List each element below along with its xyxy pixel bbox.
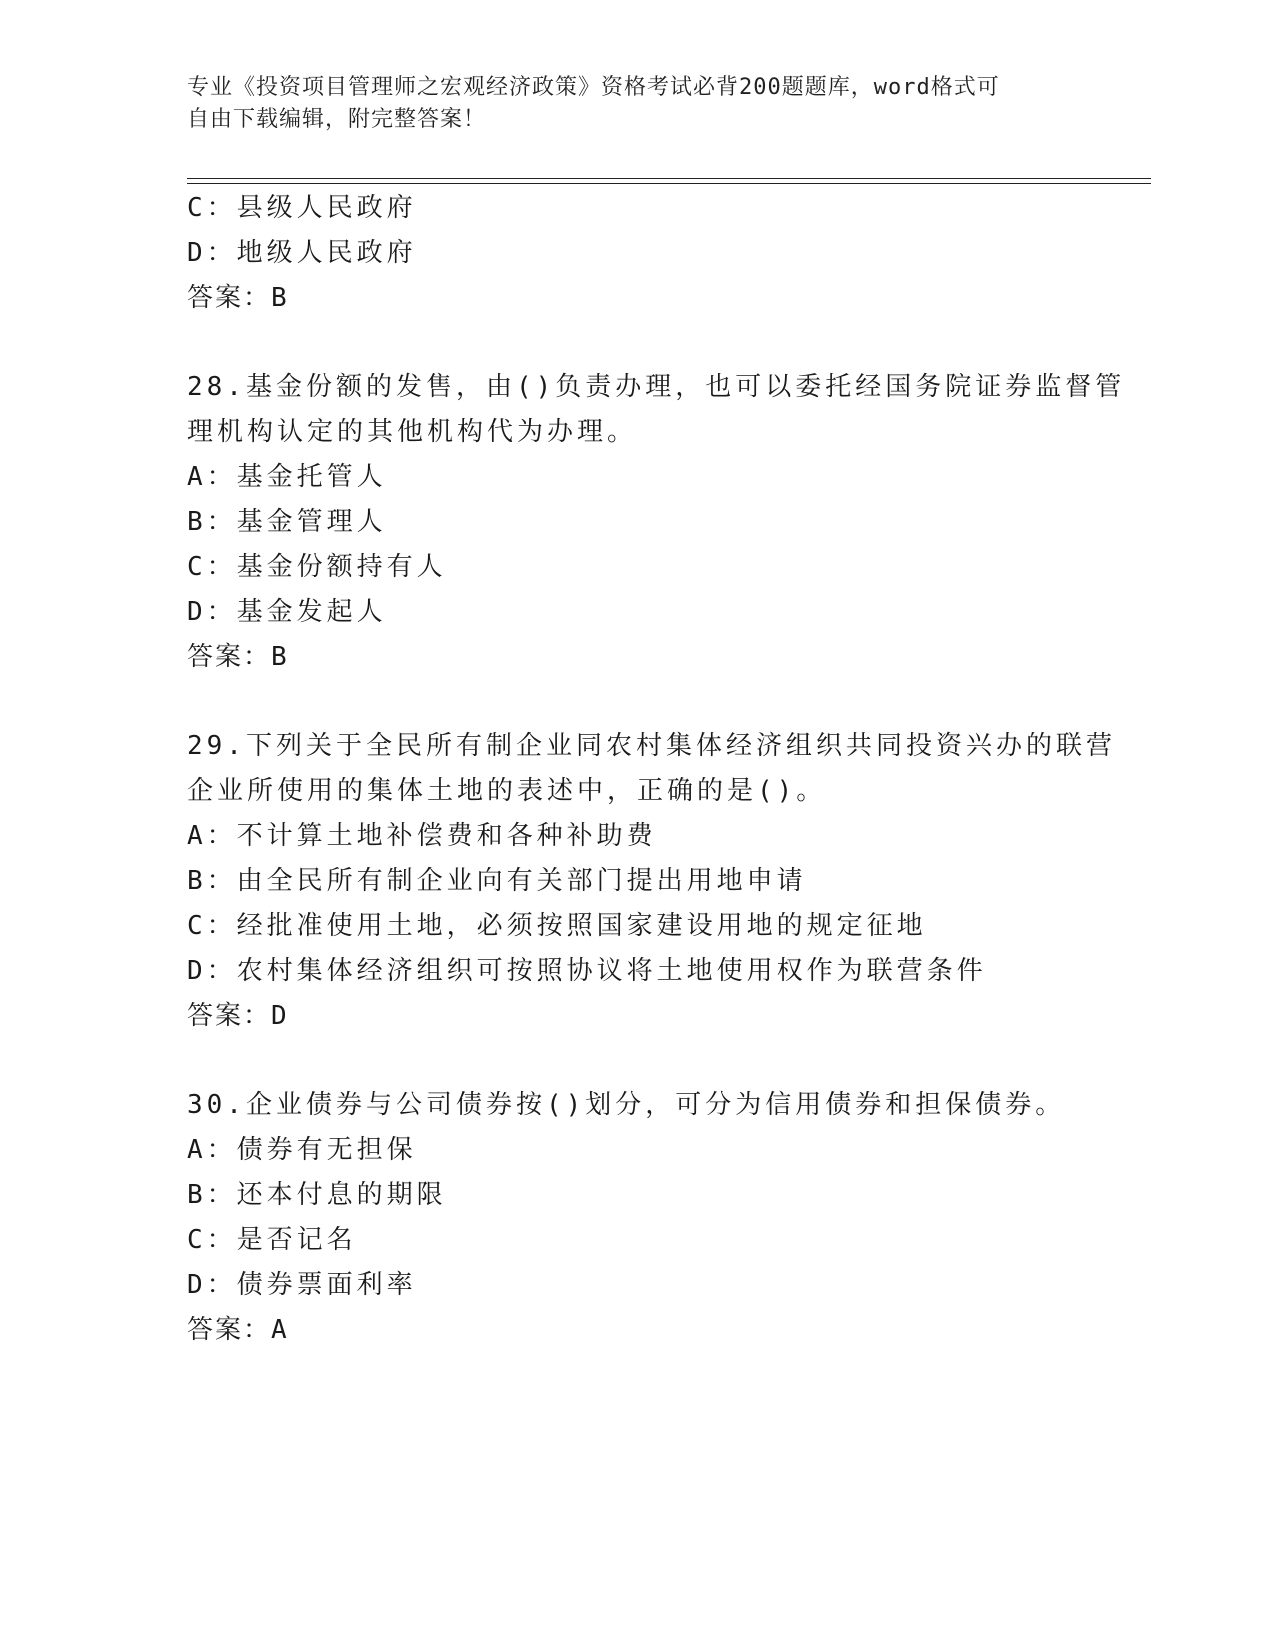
q28-option-c: C：基金份额持有人 (187, 552, 447, 582)
document-header (187, 72, 1087, 136)
q30-option-d: D：债券票面利率 (187, 1270, 417, 1300)
q29-stem-line-2: 企业所使用的集体土地的表述中，正确的是()。 (187, 776, 827, 806)
q28-stem-line-2: 理机构认定的其他机构代为办理。 (187, 417, 638, 447)
q29-option-a: A：不计算土地补偿费和各种补助费 (187, 821, 657, 851)
header-line-1: 专业《投资项目管理师之宏观经济政策》资格考试必背200题题库，word格式可 (187, 75, 1000, 100)
q29-option-d: D：农村集体经济组织可按照协议将土地使用权作为联营条件 (187, 956, 987, 986)
q28-option-d: D：基金发起人 (187, 597, 387, 627)
q29-stem-line-1: 29.下列关于全民所有制企业同农村集体经济组织共同投资兴办的联营 (187, 731, 1116, 761)
header-line-2: 自由下载编辑，附完整答案！ (187, 107, 487, 132)
q28-answer: 答案：B (187, 642, 289, 672)
q29-option-c: C：经批准使用土地，必须按照国家建设用地的规定征地 (187, 911, 927, 941)
q29-option-b: B：由全民所有制企业向有关部门提出用地申请 (187, 866, 807, 896)
q30-stem-line-1: 30.企业债券与公司债券按()划分，可分为信用债券和担保债券。 (187, 1090, 1066, 1120)
q28-stem-line-1: 28.基金份额的发售，由()负责办理，也可以委托经国务院证券监督管 (187, 372, 1126, 402)
q28-option-a: A：基金托管人 (187, 462, 387, 492)
q30-option-a: A：债券有无担保 (187, 1135, 417, 1165)
q30-answer: 答案：A (187, 1315, 289, 1345)
header-divider-bottom (187, 183, 1151, 184)
q28-option-b: B：基金管理人 (187, 507, 387, 537)
prev-option-d: D：地级人民政府 (187, 238, 417, 268)
prev-option-c: C：县级人民政府 (187, 193, 417, 223)
prev-answer: 答案：B (187, 283, 289, 313)
q30-option-c: C：是否记名 (187, 1225, 357, 1255)
q30-option-b: B：还本付息的期限 (187, 1180, 447, 1210)
q29-answer: 答案：D (187, 1001, 289, 1031)
header-divider-top (187, 178, 1151, 179)
